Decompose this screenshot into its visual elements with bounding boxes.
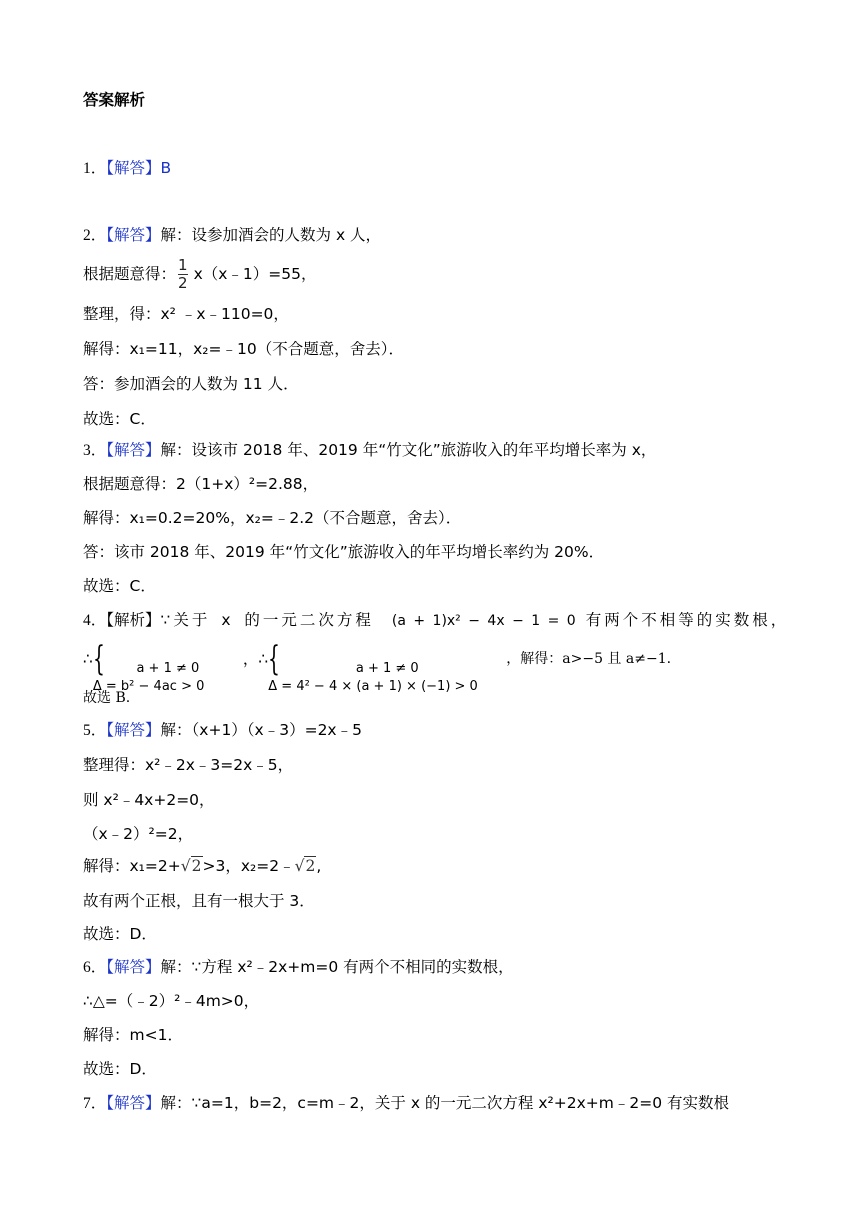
answer-text: ∵关于 x 的一元二次方程: [160, 611, 374, 629]
answer-6: [83, 957, 514, 978]
fraction-denominator: 2: [178, 274, 188, 292]
system-row: Δ = 4² − 4 × (a + 1) × (−1) > 0: [268, 679, 478, 694]
equation: (a + 1)x² − 4x − 1 = 0: [391, 613, 576, 629]
radicand: 2: [305, 857, 316, 875]
answer-text-2: 有两个不相等的实数根，: [585, 611, 790, 629]
fraction-one-half: [178, 258, 188, 291]
answer-tag: 【解答】: [106, 1094, 161, 1112]
left-brace-icon: {: [92, 639, 105, 679]
answer-5-line-4: （x﹣2）²=2，: [83, 825, 194, 843]
answer-3: [83, 440, 656, 461]
answer-5-line-3: 则 x²﹣4x+2=0，: [83, 791, 215, 809]
answer-tag: 【解析】: [106, 611, 161, 629]
line-text: >3，x₂=2﹣: [202, 857, 295, 875]
answer-text: 解：（x+1）（x﹣3）=2x﹣5: [160, 721, 362, 739]
question-number: 5．: [83, 722, 107, 739]
answer-2: [83, 225, 381, 246]
answer-1: [83, 158, 171, 179]
answer-4-line-3: 故选 B.: [83, 690, 131, 706]
answer-4: [83, 610, 789, 631]
answer-tag: 【解答】: [106, 958, 161, 976]
question-number: 2．: [83, 227, 107, 244]
answer-4-line-2: [83, 639, 672, 694]
line-text: ,: [316, 857, 322, 875]
question-number: 3．: [83, 442, 107, 459]
answer-3-line-3: 解得：x₁=0.2=20%，x₂=﹣2.2（不合题意，舍去）．: [83, 509, 462, 527]
question-number: 4．: [83, 612, 107, 629]
fraction-numerator: 1: [178, 256, 188, 274]
page-heading: 答案解析: [83, 91, 146, 109]
system-row: a + 1 ≠ 0: [136, 661, 200, 676]
therefore-symbol: ∴: [258, 650, 269, 668]
question-number: 7．: [83, 1095, 107, 1112]
sqrt-two: √2: [180, 857, 202, 875]
system-row: a + 1 ≠ 0: [355, 661, 419, 676]
answer-6-line-2: ∴△=（﹣2）²﹣4m>0，: [83, 992, 260, 1010]
answer-5: [83, 720, 362, 741]
question-number: 1．: [83, 160, 107, 177]
answer-5-line-7: 故选：D．: [83, 925, 157, 943]
therefore-symbol: ∴: [83, 650, 93, 668]
answer-text: 解：设该市 2018 年、2019 年“竹文化”旅游收入的年平均增长率为 x，: [160, 441, 657, 459]
answer-3-line-2: 根据题意得：2（1+x）²=2.88，: [83, 475, 319, 493]
answer-5-line-5: [83, 856, 321, 876]
left-brace-icon: {: [268, 639, 281, 679]
system-row: Δ = b² − 4ac > 0: [92, 679, 205, 694]
answer-3-line-4: 答：该市 2018 年、2019 年“竹文化”旅游收入的年平均增长率约为 20%．: [83, 543, 605, 561]
answer-text: 解：设参加酒会的人数为 x 人，: [160, 226, 382, 244]
answer-text: 解：∵a=1，b=2，c=m﹣2，关于 x 的一元二次方程 x²+2x+m﹣2=0 有实数根: [160, 1094, 729, 1112]
result-text: ，解得：a>−5 且 a≠−1.: [506, 651, 672, 667]
answer-2-line-2: [83, 256, 316, 292]
line-text: 根据题意得：: [83, 265, 177, 283]
line-text: x（x﹣1）=55，: [193, 265, 317, 283]
answer-6-line-3: 解得：m<1．: [83, 1026, 183, 1044]
line-text: 解得：x₁=2+: [83, 857, 181, 875]
question-number: 6．: [83, 959, 107, 976]
answer-2-line-6: 故选：C．: [83, 410, 156, 428]
answer-text: 解：∵方程 x²﹣2x+m=0 有两个不相同的实数根，: [160, 958, 514, 976]
comma: ，: [242, 650, 259, 668]
answer-5-line-2: 整理得：x²﹣2x﹣3=2x﹣5，: [83, 756, 294, 774]
answer-tag: 【解答】: [106, 226, 161, 244]
answer-2-line-4: 解得：x₁=11，x₂=﹣10（不合题意，舍去）．: [83, 340, 404, 358]
radicand: 2: [191, 857, 202, 875]
answer-2-line-3: 整理，得：x² ﹣x﹣110=0，: [83, 305, 289, 323]
answer-tag: 【解答】: [106, 159, 161, 177]
answer-choice: B: [160, 159, 172, 177]
answer-tag: 【解答】: [106, 721, 161, 739]
answer-3-line-5: 故选：C．: [83, 577, 156, 595]
answer-7: [83, 1093, 729, 1114]
answer-5-line-6: 故有两个正根，且有一根大于 3．: [83, 892, 315, 910]
inequality-system-1: [92, 639, 243, 694]
sqrt-two: √2: [294, 857, 316, 875]
answer-2-line-5: 答：参加酒会的人数为 11 人．: [83, 375, 299, 393]
inequality-system-2: [268, 639, 506, 694]
answer-6-line-4: 故选：D．: [83, 1060, 157, 1078]
answer-tag: 【解答】: [106, 441, 161, 459]
